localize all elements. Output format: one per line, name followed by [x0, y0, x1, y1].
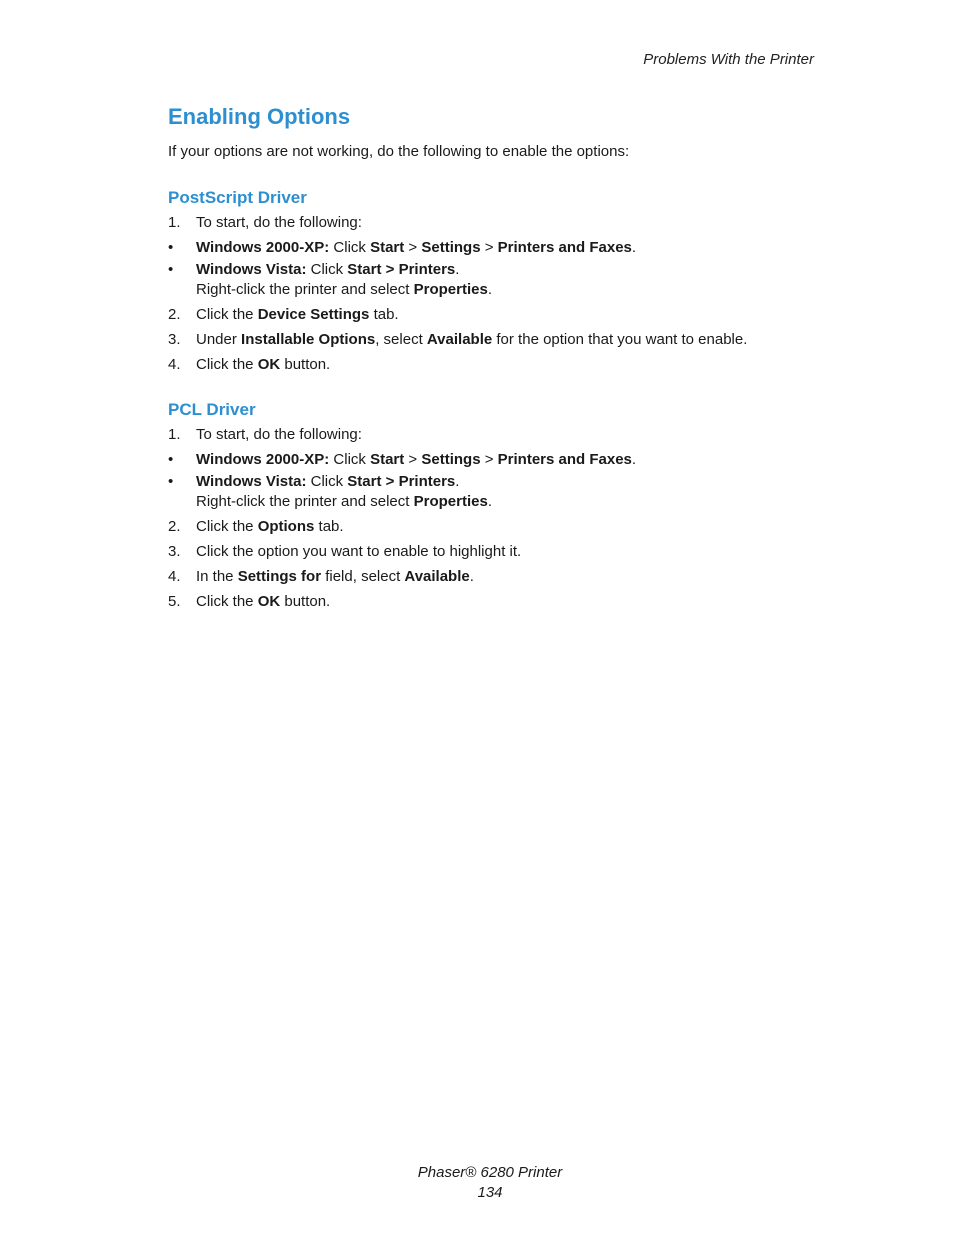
os-label: Windows Vista:	[196, 261, 307, 278]
os-label: Windows 2000-XP:	[196, 239, 330, 256]
bullet-marker: •	[168, 261, 174, 278]
text: >	[404, 451, 422, 468]
step-2	[168, 517, 828, 542]
menu-start: Start	[370, 239, 405, 256]
menu-properties: Properties	[413, 281, 488, 298]
step-number: 5.	[168, 593, 181, 610]
text: .	[487, 493, 492, 510]
bullet-windows-vista	[168, 260, 828, 280]
text: , select	[375, 331, 427, 348]
bullet-marker: •	[168, 473, 174, 490]
settings-for-field-label: Settings for	[237, 568, 322, 585]
os-label: Windows Vista:	[196, 473, 307, 490]
text: for the option that you want to enable.	[492, 331, 748, 348]
text: field, select	[321, 568, 405, 585]
text: Click the	[196, 518, 258, 535]
right-click-instruction	[168, 280, 828, 305]
step-number: 1.	[168, 214, 181, 231]
text: Click the	[196, 356, 258, 373]
text: Click	[306, 261, 348, 278]
step-text: Click the option you want to enable to highlight it.	[196, 543, 522, 560]
pcl-driver-section	[168, 399, 828, 617]
os-label: Windows 2000-XP:	[196, 451, 330, 468]
text: tab.	[314, 518, 344, 535]
text: >	[480, 239, 498, 256]
text: Under	[196, 331, 242, 348]
step-1	[168, 213, 828, 238]
menu-start: Start	[347, 261, 382, 278]
text: >	[480, 451, 498, 468]
bullet-marker: •	[168, 451, 174, 468]
ok-button-label: OK	[257, 593, 281, 610]
available-label: Available	[426, 331, 493, 348]
menu-settings: Settings	[421, 239, 481, 256]
menu-printers-and-faxes: Printers and Faxes	[497, 451, 632, 468]
step-5	[168, 592, 828, 617]
text: .	[487, 281, 492, 298]
text: >	[404, 239, 422, 256]
text: Click	[306, 473, 348, 490]
postscript-driver-heading: PostScript Driver	[168, 188, 307, 207]
menu-printers: Printers	[398, 261, 456, 278]
menu-properties: Properties	[413, 493, 488, 510]
text: button.	[280, 356, 331, 373]
step-number: 2.	[168, 518, 181, 535]
tab-device-settings: Device Settings	[257, 306, 370, 323]
ok-button-label: OK	[257, 356, 281, 373]
available-label: Available	[404, 568, 470, 585]
step-text: To start, do the following:	[196, 426, 362, 443]
intro-text: If your options are not working, do the following to enable the options:	[168, 143, 630, 160]
bullet-windows-xp	[168, 238, 828, 260]
bullet-windows-xp	[168, 450, 828, 472]
bullet-windows-vista	[168, 472, 828, 492]
step-1	[168, 425, 828, 450]
step-4	[168, 567, 828, 592]
step-3	[168, 542, 828, 567]
page-title: Enabling Options	[168, 104, 351, 129]
step-4	[168, 355, 828, 380]
bullet-marker: •	[168, 239, 174, 256]
text: Click	[329, 239, 371, 256]
step-number: 2.	[168, 306, 181, 323]
postscript-driver-section	[168, 187, 828, 380]
menu-printers-and-faxes: Printers and Faxes	[497, 239, 632, 256]
text: >	[381, 473, 399, 490]
product-name: Phaser® 6280 Printer	[417, 1164, 563, 1181]
step-2	[168, 305, 828, 330]
step-number: 4.	[168, 568, 181, 585]
text: Click	[329, 451, 371, 468]
installable-options-label: Installable Options	[241, 331, 376, 348]
menu-start: Start	[347, 473, 382, 490]
step-number: 3.	[168, 543, 181, 560]
step-3	[168, 330, 828, 355]
text: button.	[280, 593, 331, 610]
text: Right-click the printer and select	[196, 281, 414, 298]
text: .	[631, 239, 637, 256]
text: Click the	[196, 593, 258, 610]
menu-printers: Printers	[398, 473, 456, 490]
text: In the	[196, 568, 238, 585]
step-number: 4.	[168, 356, 181, 373]
text: .	[631, 451, 637, 468]
text: Right-click the printer and select	[196, 493, 414, 510]
text: .	[455, 473, 460, 490]
text: tab.	[369, 306, 399, 323]
right-click-instruction	[168, 492, 828, 517]
text: .	[469, 568, 474, 585]
text: >	[381, 261, 399, 278]
step-number: 1.	[168, 426, 181, 443]
running-header: Problems With the Printer	[643, 51, 814, 68]
menu-settings: Settings	[421, 451, 481, 468]
page-footer	[0, 1163, 954, 1203]
page-number: 134	[477, 1184, 503, 1201]
pcl-driver-heading: PCL Driver	[168, 400, 256, 419]
text: .	[455, 261, 460, 278]
tab-options: Options	[257, 518, 315, 535]
text: Click the	[196, 306, 258, 323]
menu-start: Start	[370, 451, 405, 468]
step-number: 3.	[168, 331, 181, 348]
step-text: To start, do the following:	[196, 214, 362, 231]
